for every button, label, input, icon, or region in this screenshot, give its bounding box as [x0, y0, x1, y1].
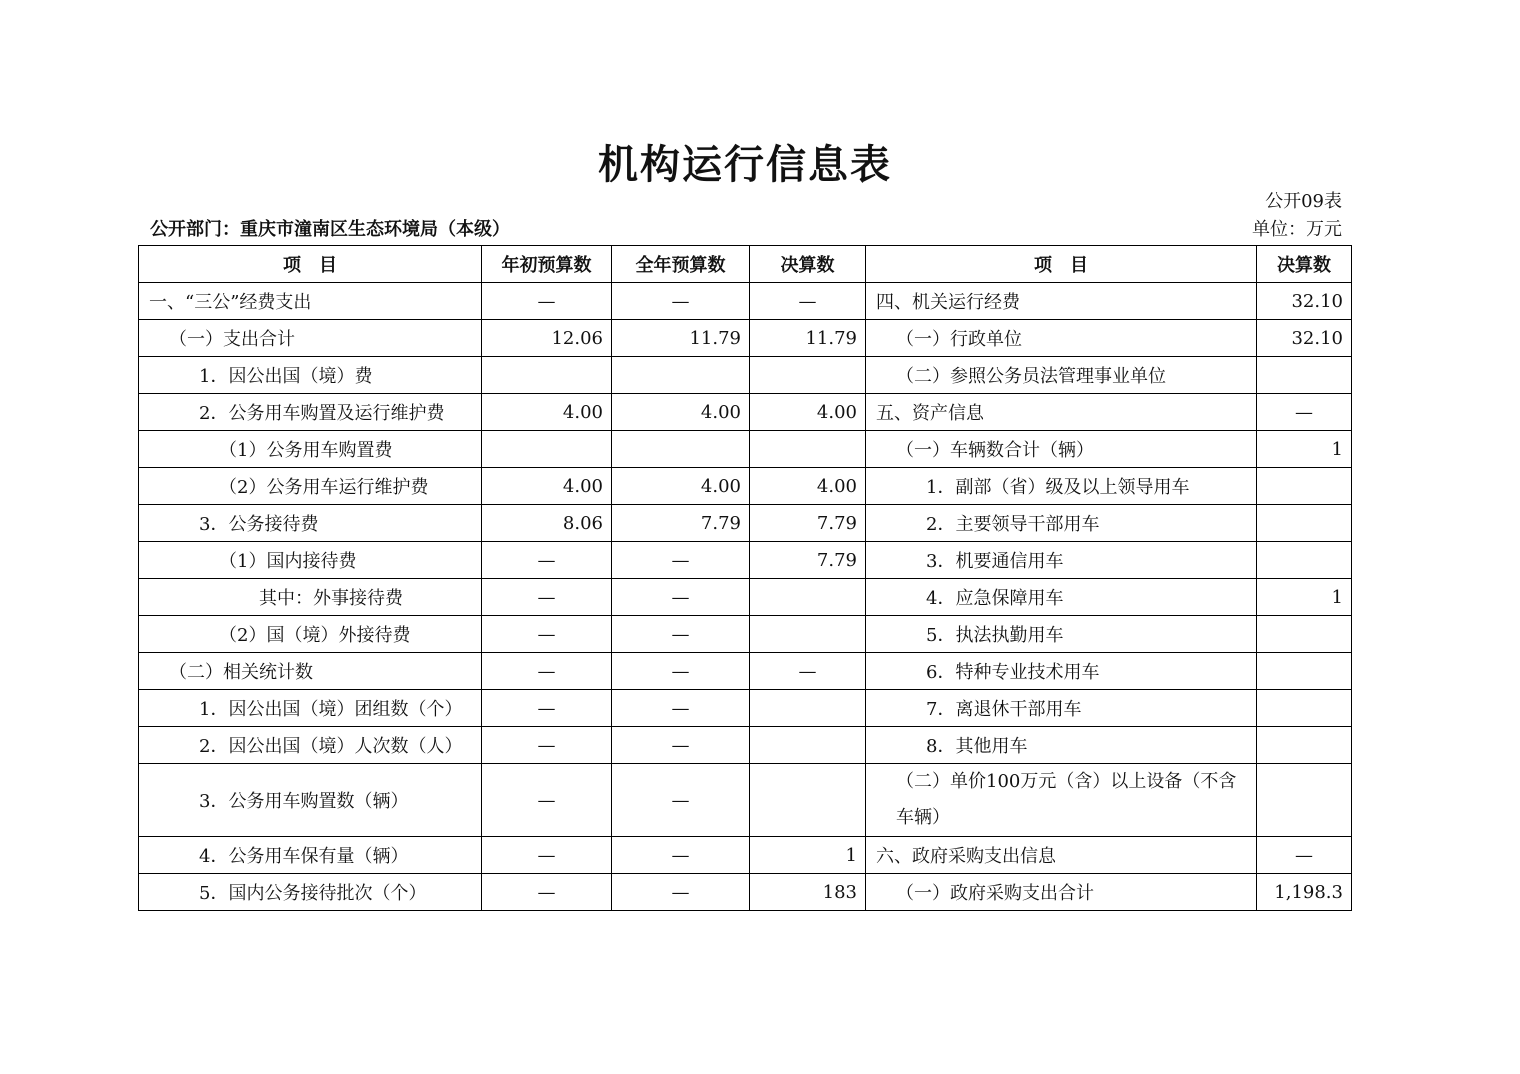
final-accounts-cell: [750, 690, 866, 727]
final-accounts-cell: —: [750, 653, 866, 690]
unit-label: 单位：万元: [1252, 219, 1342, 240]
table-row: [139, 690, 1352, 727]
table-header-row: [139, 246, 1352, 283]
final-accounts-cell: 7.79: [750, 505, 866, 542]
initial-budget-cell: [482, 431, 612, 468]
initial-budget-cell: —: [482, 874, 612, 911]
initial-budget-cell: —: [482, 616, 612, 653]
initial-budget-cell: —: [482, 690, 612, 727]
initial-budget-cell: 4.00: [482, 394, 612, 431]
right-item-cell: 3．机要通信用车: [866, 542, 1257, 579]
initial-budget-cell: 12.06: [482, 320, 612, 357]
right-final-accounts-cell: 1: [1257, 431, 1352, 468]
table-row: [139, 320, 1352, 357]
full-year-budget-cell: —: [612, 690, 750, 727]
initial-budget-cell: —: [482, 579, 612, 616]
right-item-cell: 7．离退休干部用车: [866, 690, 1257, 727]
full-year-budget-cell: [612, 431, 750, 468]
final-accounts-cell: [750, 357, 866, 394]
right-item-cell: （二）单价100万元（含）以上设备（不含车辆）: [866, 764, 1257, 837]
header-item-left: 项 目: [139, 246, 482, 283]
left-item-cell: 3．公务接待费: [139, 505, 482, 542]
left-item-cell: 2．公务用车购置及运行维护费: [139, 394, 482, 431]
final-accounts-cell: [750, 579, 866, 616]
initial-budget-cell: 4.00: [482, 468, 612, 505]
right-item-cell: （一）政府采购支出合计: [866, 874, 1257, 911]
final-accounts-cell: [750, 431, 866, 468]
right-final-accounts-cell: 1: [1257, 579, 1352, 616]
header-final-accounts-right: 决算数: [1257, 246, 1352, 283]
full-year-budget-cell: —: [612, 579, 750, 616]
table-body: [139, 283, 1352, 911]
final-accounts-cell: —: [750, 283, 866, 320]
table-row: [139, 837, 1352, 874]
left-item-cell: 5．国内公务接待批次（个）: [139, 874, 482, 911]
final-accounts-cell: 7.79: [750, 542, 866, 579]
right-final-accounts-cell: [1257, 653, 1352, 690]
full-year-budget-cell: —: [612, 874, 750, 911]
right-item-cell: 五、资产信息: [866, 394, 1257, 431]
table-row: [139, 764, 1352, 837]
final-accounts-cell: 4.00: [750, 468, 866, 505]
right-final-accounts-cell: [1257, 727, 1352, 764]
left-item-cell: （2）公务用车运行维护费: [139, 468, 482, 505]
initial-budget-cell: —: [482, 727, 612, 764]
table-row: [139, 616, 1352, 653]
right-final-accounts-cell: [1257, 616, 1352, 653]
right-item-cell: 5．执法执勤用车: [866, 616, 1257, 653]
right-final-accounts-cell: [1257, 542, 1352, 579]
header-full-year-budget: 全年预算数: [612, 246, 750, 283]
right-item-cell: 2．主要领导干部用车: [866, 505, 1257, 542]
left-item-cell: （2）国（境）外接待费: [139, 616, 482, 653]
right-final-accounts-cell: 32.10: [1257, 283, 1352, 320]
full-year-budget-cell: [612, 357, 750, 394]
initial-budget-cell: —: [482, 764, 612, 837]
initial-budget-cell: [482, 357, 612, 394]
final-accounts-cell: [750, 616, 866, 653]
final-accounts-cell: [750, 727, 866, 764]
table-row: [139, 357, 1352, 394]
full-year-budget-cell: —: [612, 283, 750, 320]
full-year-budget-cell: —: [612, 727, 750, 764]
table-row: [139, 394, 1352, 431]
full-year-budget-cell: —: [612, 764, 750, 837]
right-final-accounts-cell: —: [1257, 394, 1352, 431]
final-accounts-cell: 11.79: [750, 320, 866, 357]
left-item-cell: （1）国内接待费: [139, 542, 482, 579]
left-item-cell: 1．因公出国（境）团组数（个）: [139, 690, 482, 727]
full-year-budget-cell: —: [612, 653, 750, 690]
right-final-accounts-cell: [1257, 505, 1352, 542]
table-row: [139, 727, 1352, 764]
table-row: [139, 505, 1352, 542]
table-row: [139, 468, 1352, 505]
initial-budget-cell: —: [482, 653, 612, 690]
full-year-budget-cell: 4.00: [612, 468, 750, 505]
right-final-accounts-cell: [1257, 690, 1352, 727]
right-final-accounts-cell: —: [1257, 837, 1352, 874]
left-item-cell: 其中：外事接待费: [139, 579, 482, 616]
initial-budget-cell: —: [482, 542, 612, 579]
table-row: [139, 874, 1352, 911]
right-final-accounts-cell: [1257, 764, 1352, 837]
initial-budget-cell: —: [482, 283, 612, 320]
right-item-cell: （二）参照公务员法管理事业单位: [866, 357, 1257, 394]
right-final-accounts-cell: [1257, 357, 1352, 394]
final-accounts-cell: 4.00: [750, 394, 866, 431]
right-item-cell: 6．特种专业技术用车: [866, 653, 1257, 690]
full-year-budget-cell: 7.79: [612, 505, 750, 542]
right-item-cell: 4．应急保障用车: [866, 579, 1257, 616]
right-item-cell: 8．其他用车: [866, 727, 1257, 764]
initial-budget-cell: 8.06: [482, 505, 612, 542]
right-final-accounts-cell: 1,198.3: [1257, 874, 1352, 911]
left-item-cell: 3．公务用车购置数（辆）: [139, 764, 482, 837]
full-year-budget-cell: 4.00: [612, 394, 750, 431]
header-final-accounts-left: 决算数: [750, 246, 866, 283]
info-table: [138, 245, 1352, 911]
table-row: [139, 283, 1352, 320]
initial-budget-cell: —: [482, 837, 612, 874]
left-item-cell: 4．公务用车保有量（辆）: [139, 837, 482, 874]
right-item-cell: （一）车辆数合计（辆）: [866, 431, 1257, 468]
right-item-cell: 四、机关运行经费: [866, 283, 1257, 320]
left-item-cell: 1．因公出国（境）费: [139, 357, 482, 394]
final-accounts-cell: 183: [750, 874, 866, 911]
left-item-cell: （一）支出合计: [139, 320, 482, 357]
page-title: 机构运行信息表: [598, 141, 892, 188]
table-row: [139, 653, 1352, 690]
table-row: [139, 431, 1352, 468]
full-year-budget-cell: 11.79: [612, 320, 750, 357]
final-accounts-cell: [750, 764, 866, 837]
form-number: 公开09表: [1265, 191, 1342, 212]
right-item-cell: 1．副部（省）级及以上领导用车: [866, 468, 1257, 505]
final-accounts-cell: 1: [750, 837, 866, 874]
department-label: 公开部门：重庆市潼南区生态环境局（本级）: [150, 219, 510, 240]
left-item-cell: （1）公务用车购置费: [139, 431, 482, 468]
table-row: [139, 579, 1352, 616]
full-year-budget-cell: —: [612, 616, 750, 653]
right-final-accounts-cell: [1257, 468, 1352, 505]
right-item-cell: （一）行政单位: [866, 320, 1257, 357]
full-year-budget-cell: —: [612, 837, 750, 874]
header-initial-budget: 年初预算数: [482, 246, 612, 283]
left-item-cell: 2．因公出国（境）人次数（人）: [139, 727, 482, 764]
table-row: [139, 542, 1352, 579]
right-final-accounts-cell: 32.10: [1257, 320, 1352, 357]
left-item-cell: （二）相关统计数: [139, 653, 482, 690]
right-item-cell: 六、政府采购支出信息: [866, 837, 1257, 874]
full-year-budget-cell: —: [612, 542, 750, 579]
left-item-cell: 一、“三公”经费支出: [139, 283, 482, 320]
header-item-right: 项 目: [866, 246, 1257, 283]
